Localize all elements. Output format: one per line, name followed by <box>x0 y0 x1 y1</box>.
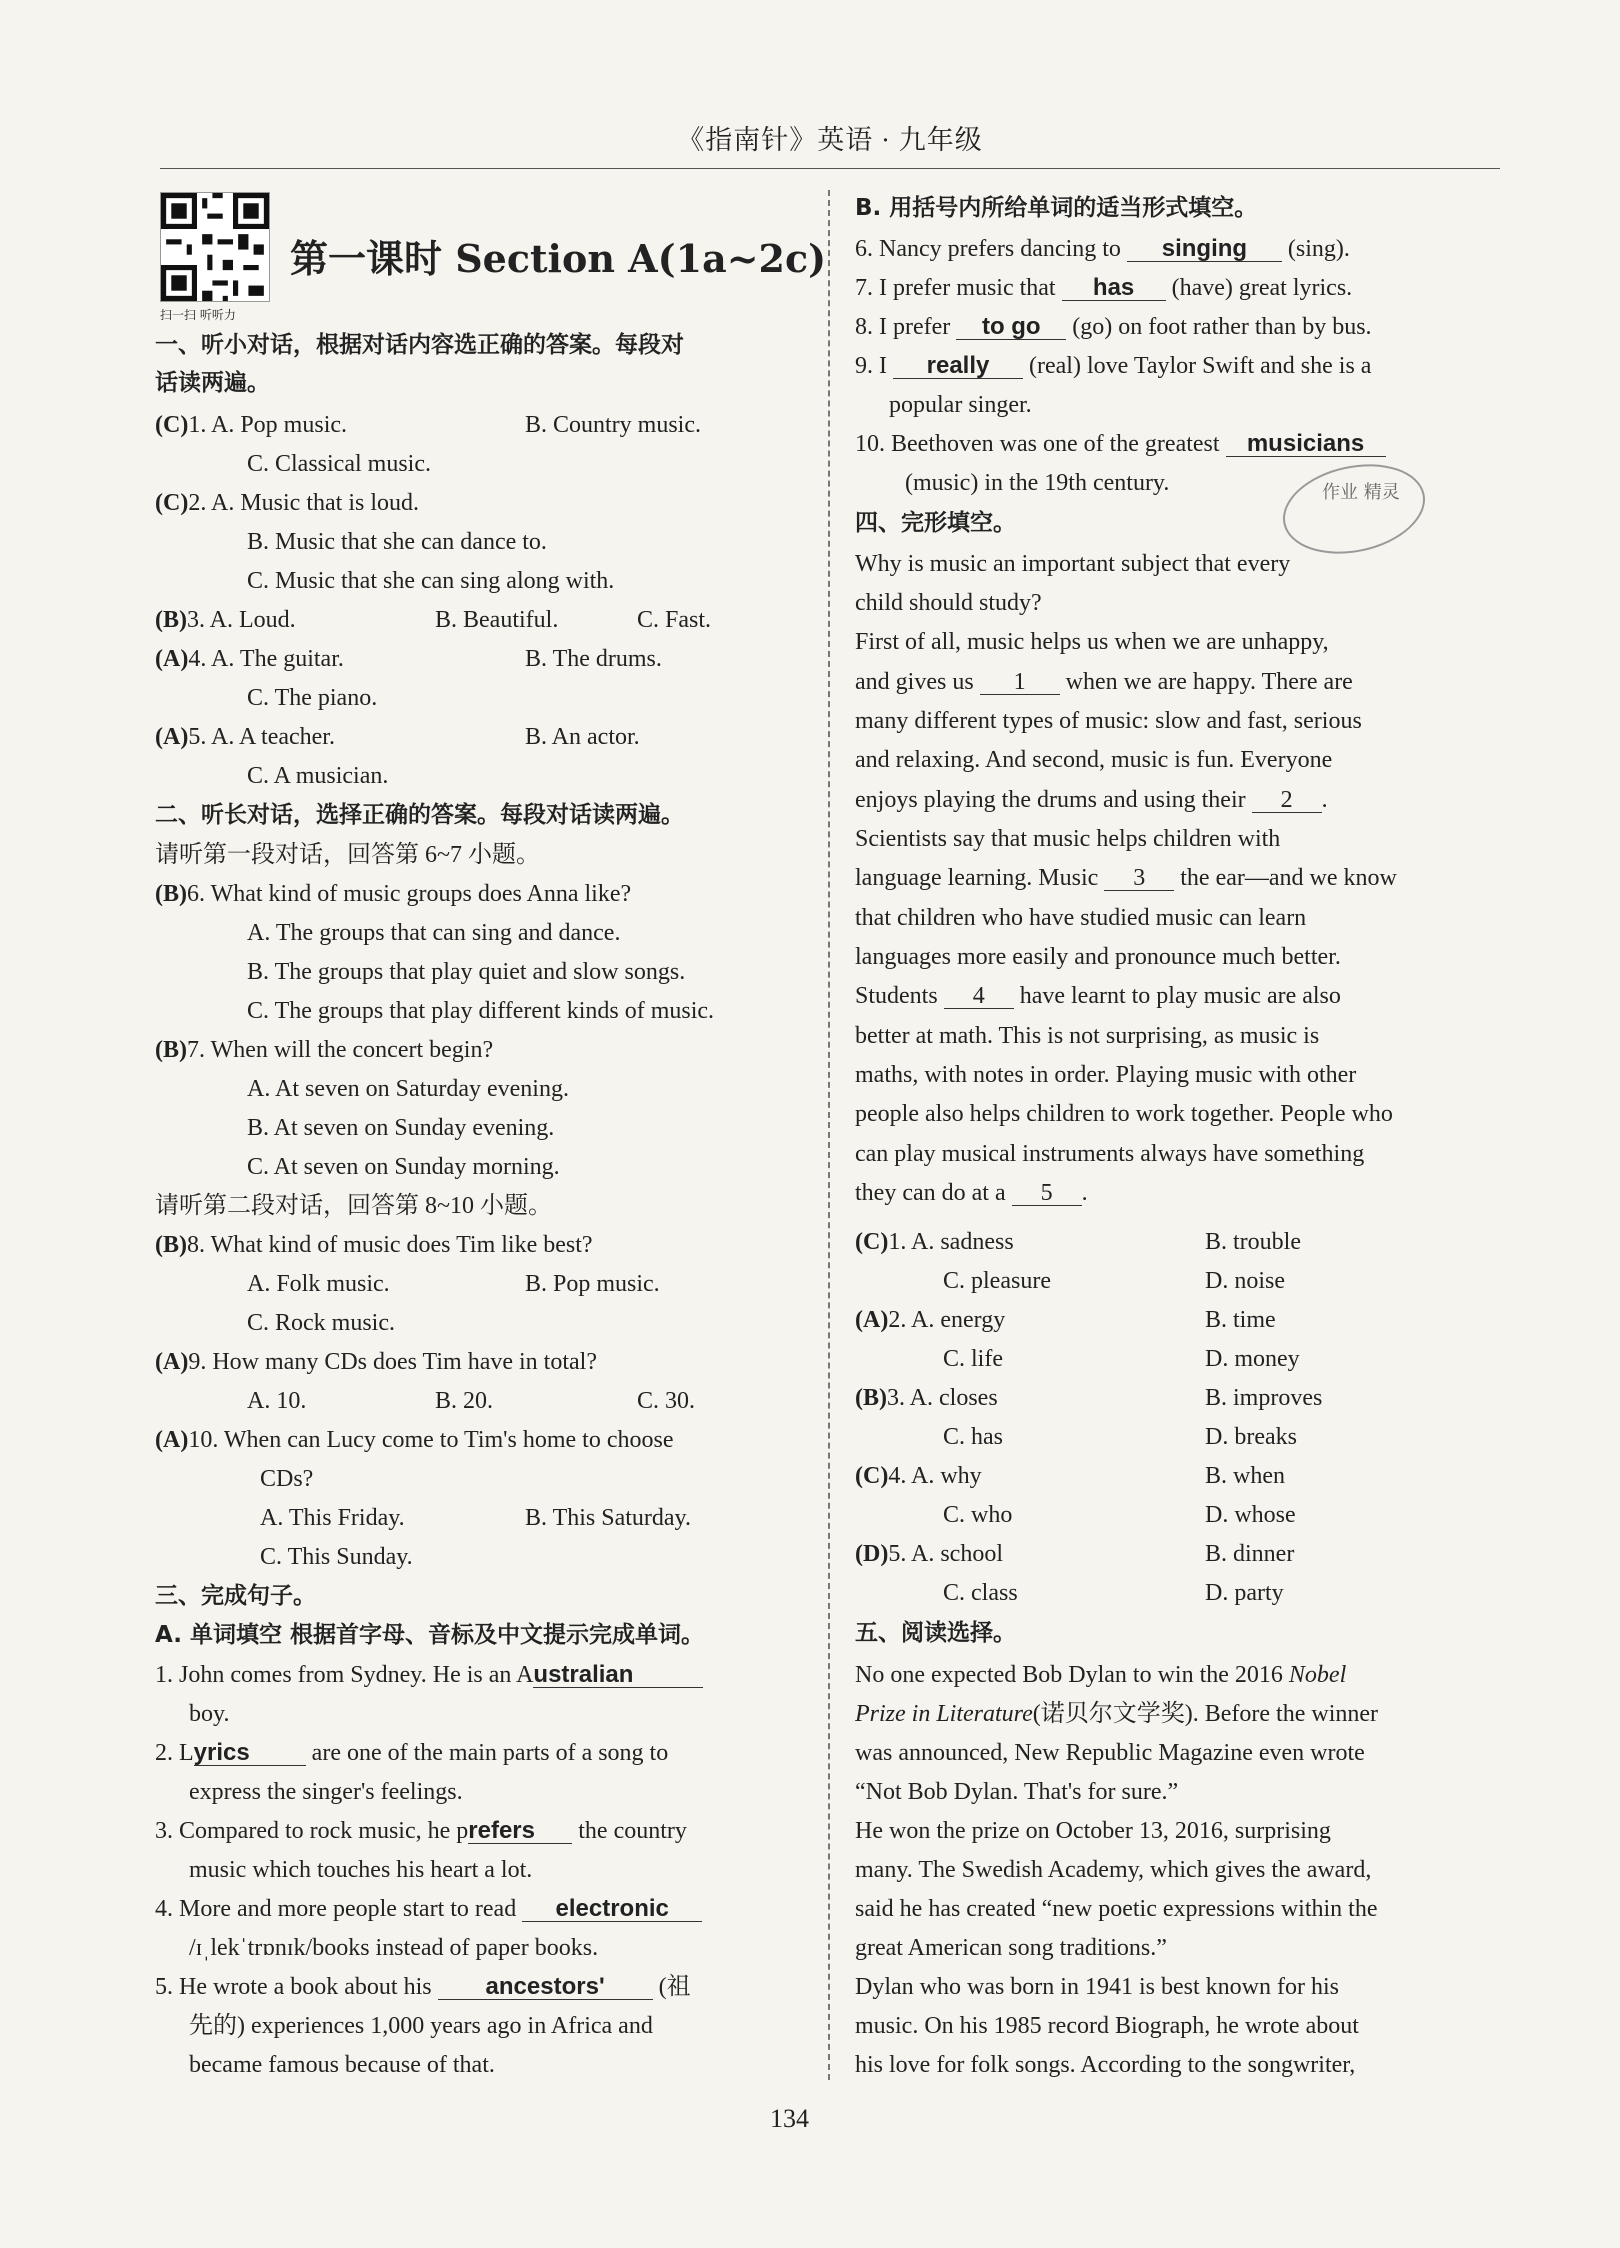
option-a: A. At seven on Saturday evening. <box>247 1076 569 1102</box>
sentence-3 <box>155 1819 687 1844</box>
sentence-text: (go) on foot rather than by bus. <box>1066 314 1372 340</box>
part1-heading-cont: 话读两遍。 <box>155 370 270 396</box>
question-text: 1. A. Pop music. <box>188 412 348 438</box>
answer-mark: (D) <box>855 1541 889 1567</box>
passage-line: better at math. This is not surprising, as music is <box>855 1023 1320 1049</box>
question-9 <box>155 1350 597 1374</box>
option-a: A. The groups that can sing and dance. <box>247 920 621 946</box>
sentence-6 <box>855 237 1350 262</box>
passage-line <box>855 1702 1378 1726</box>
passage-line: First of all, music helps us when we are unhappy, <box>855 629 1329 655</box>
passage-line: Scientists say that music helps children with <box>855 826 1281 852</box>
option-c: C. The groups that play different kinds of music. <box>247 998 715 1024</box>
question-text: 7. When will the concert begin? <box>187 1037 494 1063</box>
passage-line <box>855 866 1397 891</box>
answer-mark: (C) <box>855 1229 889 1255</box>
option-c: C. life <box>943 1346 1003 1372</box>
sentence-1 <box>155 1663 703 1688</box>
option-c: C. At seven on Sunday morning. <box>247 1154 560 1180</box>
option-c: C. class <box>943 1580 1018 1606</box>
sentence-text: the country <box>572 1818 687 1844</box>
passage-line: music. On his 1985 record Biograph, he wrote about <box>855 2013 1359 2039</box>
sentence-9 <box>855 354 1371 379</box>
answer-blank: ancestors' <box>438 1975 653 2000</box>
header-divider <box>160 168 1500 169</box>
sentence-text: 7. I prefer music that <box>855 275 1062 301</box>
option-text: 4. A. why <box>888 1463 982 1489</box>
lesson-title: 第一课时 Section A(1a~2c) <box>290 236 827 281</box>
answer-blank: electronic <box>522 1897 702 1922</box>
question-text: 4. A. The guitar. <box>188 646 344 672</box>
column-divider <box>828 190 830 2080</box>
answer-mark: (A) <box>855 1307 889 1333</box>
passage-text: No one expected Bob Dylan to win the 2016 <box>855 1662 1289 1688</box>
option-b: B. The groups that play quiet and slow songs. <box>247 959 686 985</box>
cloze-blank-2: 2 <box>1252 788 1322 813</box>
page-number: 134 <box>770 2104 809 2133</box>
qr-code-icon[interactable] <box>160 192 270 302</box>
option-b: B. dinner <box>1205 1541 1295 1567</box>
passage-text: enjoys playing the drums and using their <box>855 787 1252 813</box>
answer-mark: (A) <box>155 646 189 672</box>
option-c: C. The piano. <box>247 685 378 711</box>
cloze-blank-4: 4 <box>944 984 1014 1009</box>
question-text: 8. What kind of music does Tim like best? <box>187 1232 593 1258</box>
sentence-text: 3. Compared to rock music, he p <box>155 1818 469 1844</box>
sentence-text: (祖 <box>652 1974 691 2000</box>
answer-mark: (A) <box>155 1349 189 1375</box>
answer-mark: (A) <box>155 1427 189 1453</box>
answer-blank: singing <box>1127 237 1282 262</box>
part-b-heading: B. 用括号内所给单词的适当形式填空。 <box>855 195 1258 221</box>
option-b: B. trouble <box>1205 1229 1301 1255</box>
passage-line: languages more easily and pronounce much better. <box>855 944 1341 970</box>
sentence-7 <box>855 276 1352 301</box>
question-2 <box>155 491 419 515</box>
option-b: B. Pop music. <box>525 1271 660 1297</box>
option-d: D. money <box>1205 1346 1300 1372</box>
passage-line <box>855 984 1341 1009</box>
sentence-text: (real) love Taylor Swift and she is a <box>1023 353 1372 379</box>
passage-italic: Nobel <box>1288 1662 1347 1688</box>
passage-line <box>855 788 1328 813</box>
sentence-8 <box>855 315 1372 340</box>
watermark-stamp-text: 作业 精灵 <box>1322 482 1400 503</box>
sentence-text: are one of the main parts of a song to <box>305 1740 669 1766</box>
sentence-4-cont: /ɪˌlekˈtrɒnɪk/books instead of paper books. <box>189 1935 599 1961</box>
sentence-2 <box>155 1741 668 1766</box>
option-b: B. An actor. <box>525 724 640 750</box>
answer-mark: (B) <box>155 1037 187 1063</box>
option-b: B. The drums. <box>525 646 662 672</box>
answer-blank: really <box>893 354 1023 379</box>
sentence-4 <box>155 1897 702 1922</box>
option-d: D. party <box>1205 1580 1284 1606</box>
sentence-1-cont: boy. <box>189 1701 230 1727</box>
page-header: 《指南针》英语 · 九年级 <box>677 125 983 155</box>
sentence-3-cont: music which touches his heart a lot. <box>189 1857 533 1883</box>
question-text: 5. A. A teacher. <box>188 724 335 750</box>
answer-mark: (B) <box>155 607 187 633</box>
sentence-5-cont: 先的) experiences 1,000 years ago in Africa and <box>189 2013 653 2039</box>
cloze-option-5 <box>855 1542 1003 1566</box>
part3-heading: 三、完成句子。 <box>155 1583 316 1609</box>
part2-intro-1: 请听第一段对话，回答第 6~7 小题。 <box>155 842 540 868</box>
option-c: C. Rock music. <box>247 1310 395 1336</box>
option-c: C. A musician. <box>247 763 389 789</box>
sentence-text: 2. L <box>155 1740 194 1766</box>
passage-italic: Prize in Literature <box>855 1701 1033 1727</box>
passage-line: great American song traditions.” <box>855 1935 1167 1961</box>
sentence-5-cont2: became famous because of that. <box>189 2052 495 2078</box>
question-10 <box>155 1428 673 1452</box>
cloze-blank-5: 5 <box>1012 1181 1082 1206</box>
question-6 <box>155 882 631 906</box>
question-5 <box>155 725 335 749</box>
cloze-blank-1: 1 <box>980 670 1060 695</box>
passage-text: and gives us <box>855 669 980 695</box>
passage-text: . <box>1321 787 1328 813</box>
option-b: B. This Saturday. <box>525 1505 691 1531</box>
answer-mark: (B) <box>155 1232 187 1258</box>
passage-line: his love for folk songs. According to the songwriter, <box>855 2052 1356 2078</box>
cloze-option-4 <box>855 1464 982 1488</box>
passage-line: “Not Bob Dylan. That's for sure.” <box>855 1779 1179 1805</box>
answer-blank: ustralian <box>533 1663 703 1688</box>
question-text: 3. A. Loud. <box>187 607 296 633</box>
sentence-10-cont: (music) in the 19th century. <box>905 470 1170 496</box>
option-b: B. Music that she can dance to. <box>247 529 547 555</box>
cloze-option-1 <box>855 1230 1014 1254</box>
part1-heading: 一、听小对话，根据对话内容选正确的答案。每段对 <box>155 332 684 358</box>
option-text: 3. A. closes <box>887 1385 998 1411</box>
part2-intro-2: 请听第二段对话，回答第 8~10 小题。 <box>155 1193 552 1219</box>
answer-mark: (B) <box>155 881 187 907</box>
option-a: A. This Friday. <box>260 1505 405 1531</box>
passage-text: language learning. Music <box>855 865 1105 891</box>
passage-text: they can do at a <box>855 1180 1012 1206</box>
option-text: 5. A. school <box>888 1541 1003 1567</box>
passage-line: Dylan who was born in 1941 is best known for his <box>855 1974 1339 2000</box>
part2-heading: 二、听长对话，选择正确的答案。每段对话读两遍。 <box>155 802 684 828</box>
passage-line: can play musical instruments always have something <box>855 1141 1365 1167</box>
option-c: C. pleasure <box>943 1268 1051 1294</box>
option-d: D. whose <box>1205 1502 1296 1528</box>
option-d: D. breaks <box>1205 1424 1297 1450</box>
answer-mark: (C) <box>155 412 189 438</box>
watermark-stamp <box>1275 452 1434 566</box>
answer-blank: has <box>1062 276 1166 301</box>
answer-blank: yrics <box>194 1741 306 1766</box>
qr-caption: 扫一扫 听听力 <box>160 308 236 322</box>
question-3 <box>155 608 296 632</box>
passage-text: (诺贝尔文学奖). Before the winner <box>1032 1701 1379 1727</box>
answer-blank: to go <box>956 315 1066 340</box>
option-d: D. noise <box>1205 1268 1285 1294</box>
option-b: B. when <box>1205 1463 1285 1489</box>
passage-line: was announced, New Republic Magazine even wrote <box>855 1740 1365 1766</box>
passage-line: He won the prize on October 13, 2016, surprising <box>855 1818 1331 1844</box>
sentence-text: 10. Beethoven was one of the greatest <box>855 431 1226 457</box>
passage-line <box>855 1181 1088 1206</box>
passage-line: Why is music an important subject that every <box>855 551 1291 577</box>
cloze-option-2 <box>855 1308 1005 1332</box>
passage-text: Students <box>855 983 944 1009</box>
passage-line <box>855 1663 1346 1687</box>
option-text: 2. A. energy <box>888 1307 1006 1333</box>
passage-line: that children who have studied music can learn <box>855 905 1307 931</box>
sentence-9-cont: popular singer. <box>889 392 1032 418</box>
passage-line: said he has created “new poetic expressions within the <box>855 1896 1378 1922</box>
passage-text: the ear—and we know <box>1174 865 1397 891</box>
question-text: 9. How many CDs does Tim have in total? <box>188 1349 597 1375</box>
question-8 <box>155 1233 593 1257</box>
cloze-option-3 <box>855 1386 998 1410</box>
question-1 <box>155 413 347 437</box>
question-text: 10. When can Lucy come to Tim's home to choose <box>188 1427 674 1453</box>
sentence-2-cont: express the singer's feelings. <box>189 1779 463 1805</box>
sentence-10 <box>855 432 1386 457</box>
passage-text: have learnt to play music are also <box>1013 983 1341 1009</box>
question-7 <box>155 1038 493 1062</box>
passage-line: maths, with notes in order. Playing music with other <box>855 1062 1357 1088</box>
option-c: C. 30. <box>637 1388 696 1414</box>
sentence-text: (have) great lyrics. <box>1165 275 1353 301</box>
answer-mark: (B) <box>855 1385 887 1411</box>
question-4 <box>155 647 344 671</box>
option-a: A. Folk music. <box>247 1271 390 1297</box>
sentence-text: 5. He wrote a book about his <box>155 1974 438 2000</box>
sentence-text: 1. John comes from Sydney. He is an A <box>155 1662 534 1688</box>
sentence-5 <box>155 1975 691 2000</box>
passage-line: many different types of music: slow and fast, serious <box>855 708 1362 734</box>
passage-line: and relaxing. And second, music is fun. Everyone <box>855 747 1333 773</box>
passage-line: people also helps children to work together. People who <box>855 1101 1393 1127</box>
option-c: C. Music that she can sing along with. <box>247 568 615 594</box>
part4-heading: 四、完形填空。 <box>855 510 1016 536</box>
cloze-blank-3: 3 <box>1104 866 1174 891</box>
option-a: A. 10. <box>247 1388 307 1414</box>
option-b: B. At seven on Sunday evening. <box>247 1115 555 1141</box>
answer-mark: (C) <box>155 490 189 516</box>
sentence-text: 8. I prefer <box>855 314 957 340</box>
option-b: B. time <box>1205 1307 1276 1333</box>
option-c: C. who <box>943 1502 1013 1528</box>
option-b: B. Country music. <box>525 412 702 438</box>
option-c: C. Classical music. <box>247 451 431 477</box>
option-c: C. Fast. <box>637 607 712 633</box>
part5-heading: 五、阅读选择。 <box>855 1620 1016 1646</box>
answer-mark: (C) <box>855 1463 889 1489</box>
passage-text: . <box>1081 1180 1088 1206</box>
passage-line <box>855 670 1353 695</box>
part3-sub-a: A. 单词填空 根据首字母、音标及中文提示完成单词。 <box>155 1622 704 1648</box>
sentence-text: 9. I <box>855 353 893 379</box>
sentence-text: (sing). <box>1281 236 1350 262</box>
passage-line: child should study? <box>855 590 1042 616</box>
option-text: 1. A. sadness <box>888 1229 1014 1255</box>
sentence-text: 6. Nancy prefers dancing to <box>855 236 1127 262</box>
question-text: 6. What kind of music groups does Anna like? <box>187 881 632 907</box>
answer-blank: refers <box>468 1819 572 1844</box>
answer-mark: (A) <box>155 724 189 750</box>
option-b: B. Beautiful. <box>435 607 559 633</box>
option-c: C. This Sunday. <box>260 1544 413 1570</box>
question-10-cont: CDs? <box>260 1466 314 1492</box>
answer-blank: musicians <box>1226 432 1386 457</box>
question-text: 2. A. Music that is loud. <box>188 490 419 516</box>
option-b: B. improves <box>1205 1385 1323 1411</box>
option-c: C. has <box>943 1424 1003 1450</box>
passage-text: when we are happy. There are <box>1059 669 1353 695</box>
sentence-text: 4. More and more people start to read <box>155 1896 523 1922</box>
option-b: B. 20. <box>435 1388 494 1414</box>
passage-line: many. The Swedish Academy, which gives the award, <box>855 1857 1372 1883</box>
